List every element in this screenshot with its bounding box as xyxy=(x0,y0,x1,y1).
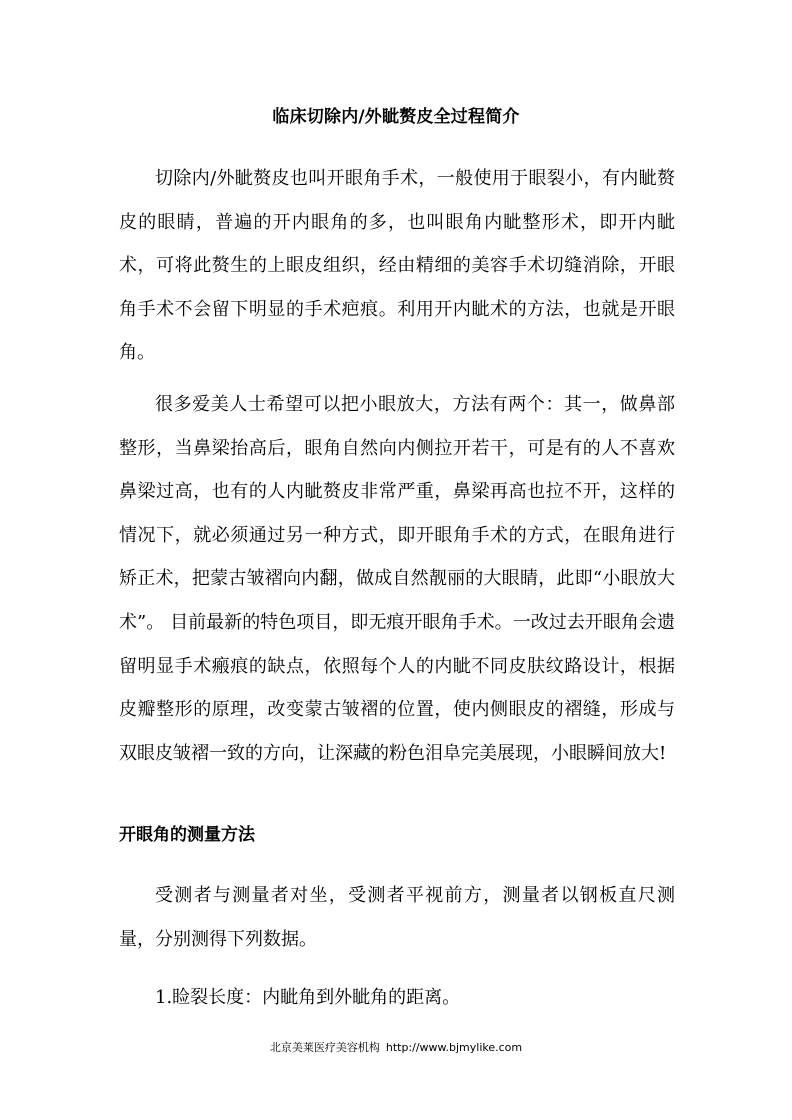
section-paragraph: 受测者与测量者对坐，受测者平视前方，测量者以钢板直尺测量，分别测得下列数据。 xyxy=(119,885,675,950)
footer-url-link[interactable]: http://www.bjmylike.com xyxy=(385,1041,523,1054)
list-item: 1.睑裂长度：内眦角到外眦角的距离。 xyxy=(155,987,461,1008)
method-paragraph: 很多爱美人士希望可以把小眼放大，方法有两个：其一，做鼻部整形，当鼻梁抬高后，眼角自然向内侧拉开若干，可是有的人不喜欢鼻梁过高，也有的人内眦赘皮非常严重，鼻梁再高也拉不开，这样的情况下，就必须通过另一种方式，即开眼角手术的方式，在眼角进行矫正术，把蒙古皱褶向内翻，做成自然靓丽的大眼睛，此即“小眼放大术”。 目前最新的特色项目，即无痕开眼角手术。一改过去开眼角会遗留明显手术瘢痕的缺点，依照每个人的内眦不同皮肤纹路设计，根据皮瓣整形的原理，改变蒙古皱褶的位置，使内侧眼皮的褶缝，形成与双眼皮皱褶一致的方向，让深藏的粉色泪阜完美展现，小眼瞬间放大! xyxy=(119,394,675,764)
page-footer xyxy=(0,1040,792,1056)
document-title: 临床切除内/外眦赘皮全过程简介 xyxy=(272,107,520,127)
intro-paragraph: 切除内/外眦赘皮也叫开眼角手术，一般使用于眼裂小，有内眦赘皮的眼睛，普遍的开内眼角的多，也叫眼角内眦整形术，即开内眦术，可将此赘生的上眼皮组织，经由精细的美容手术切缝消除，开眼角手术不会留下明显的手术疤痕。利用开内眦术的方法，也就是开眼角。 xyxy=(119,168,675,364)
section-heading: 开眼角的测量方法 xyxy=(119,825,255,845)
footer-org: 北京美莱医疗美容机构 xyxy=(269,1041,380,1054)
